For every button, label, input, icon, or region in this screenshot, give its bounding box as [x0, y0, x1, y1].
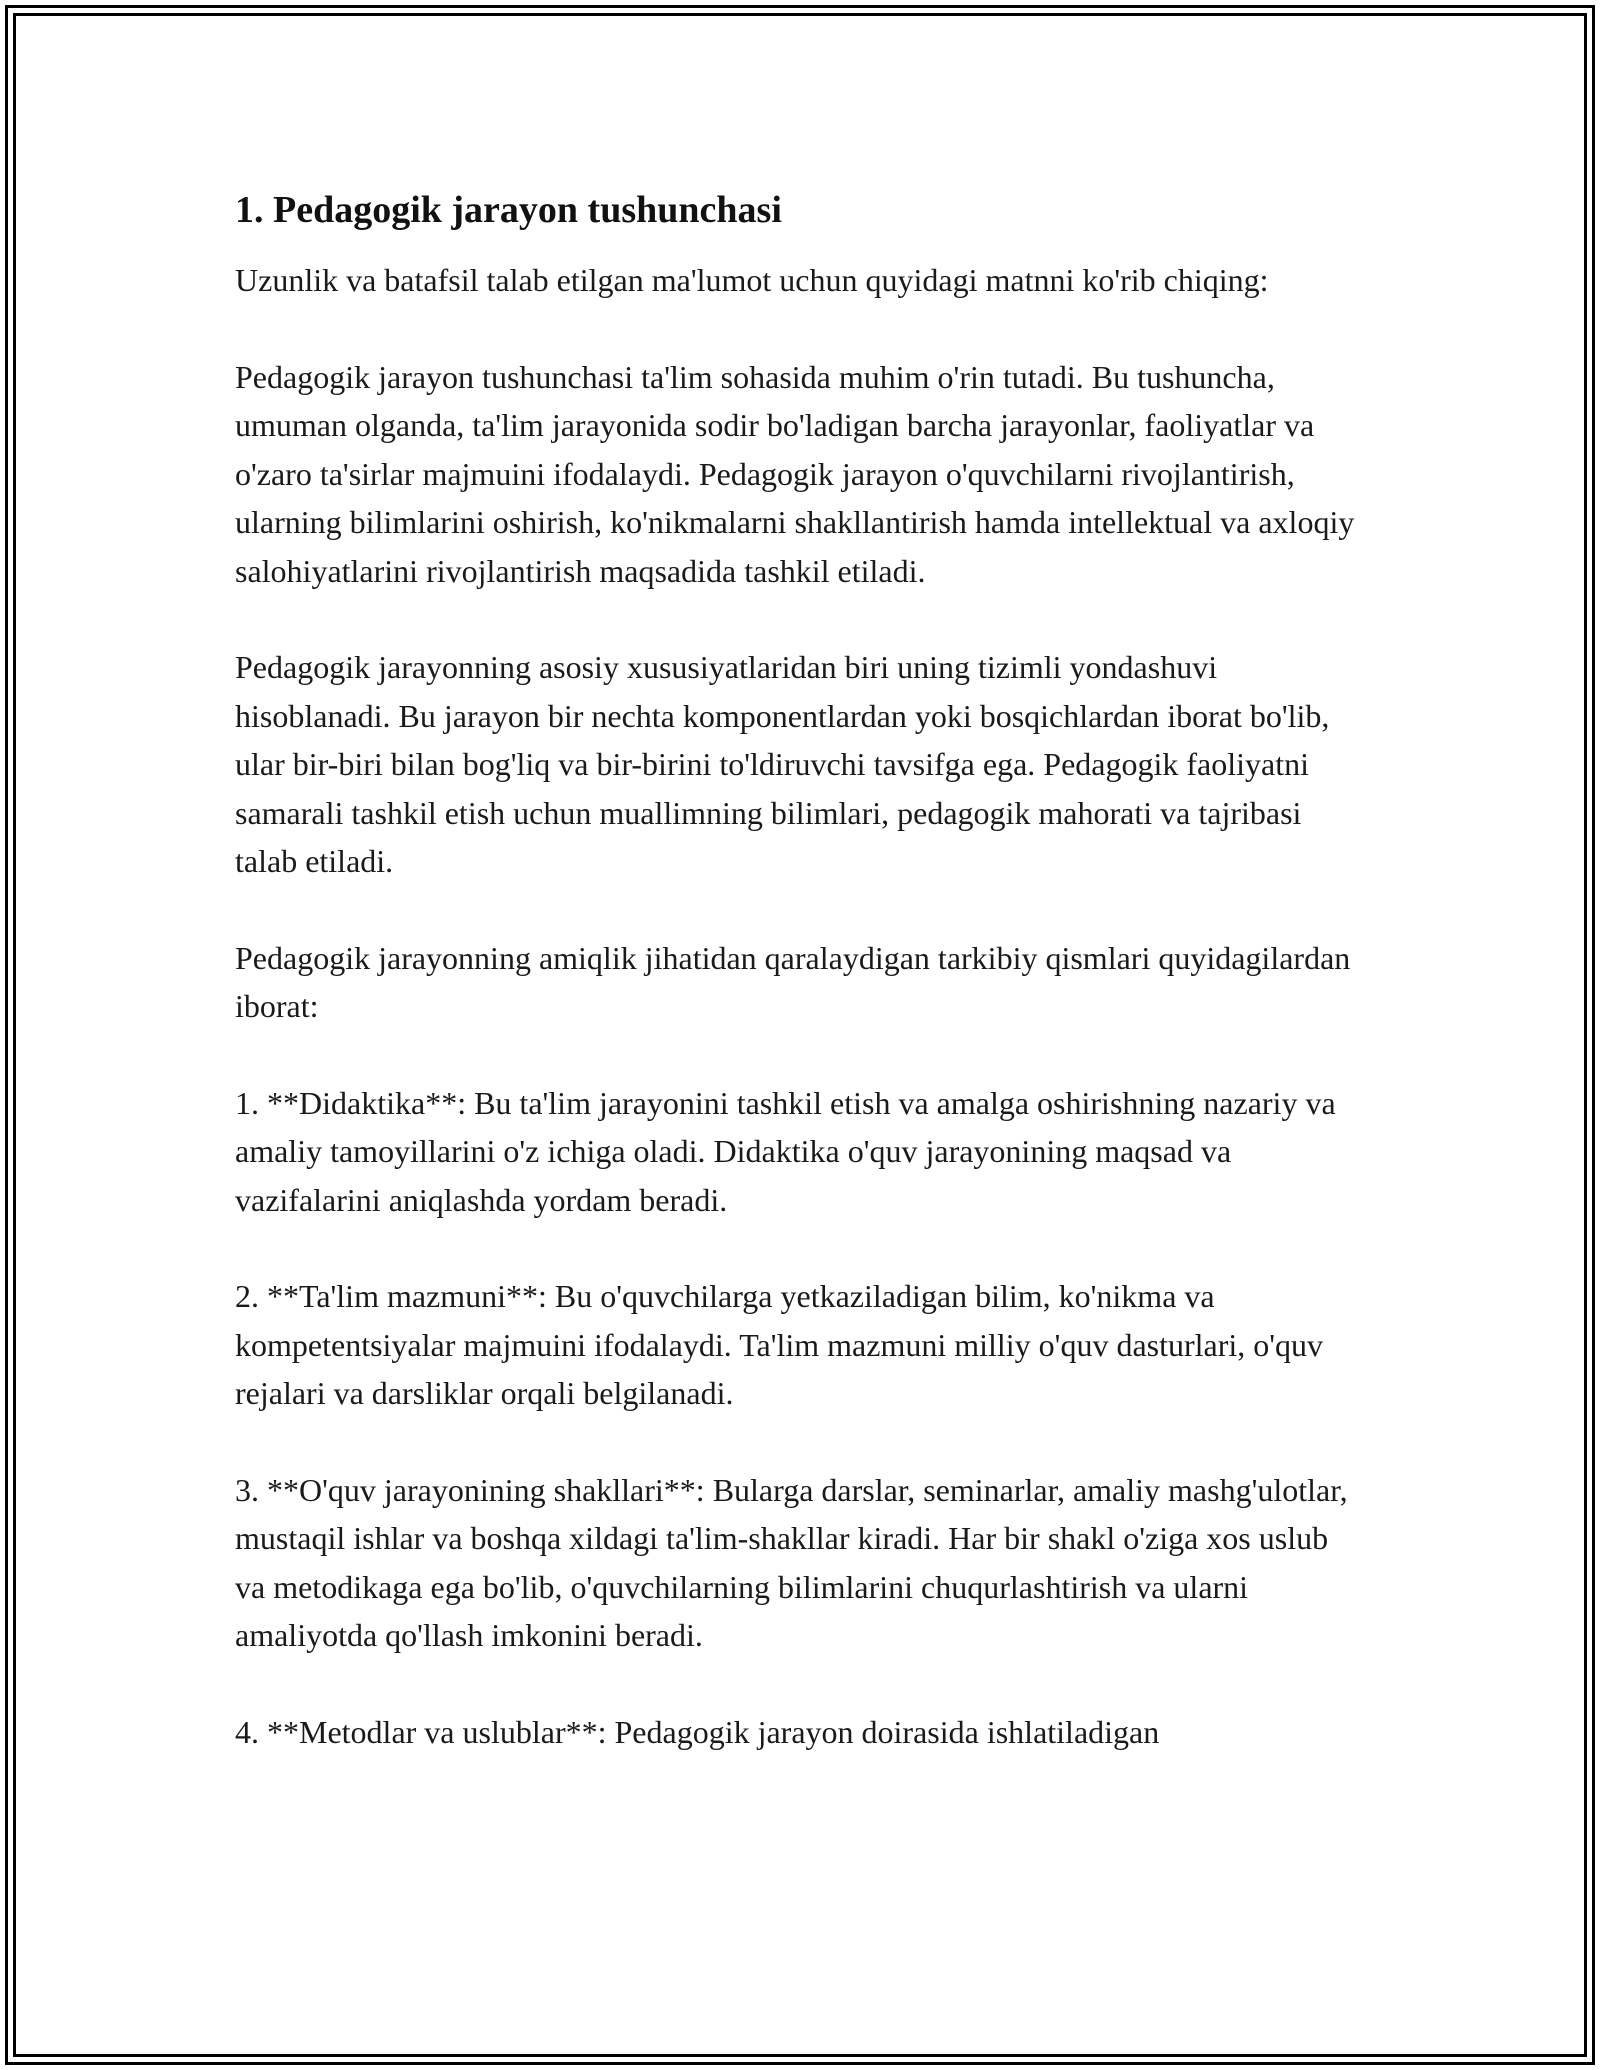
list-item-didaktika: 1. **Didaktika**: Bu ta'lim jarayonini tashkil etish va amalga oshirishning nazariy va amaliy tamoyillarini o'z ichiga oladi. Didaktika o'quv jarayonining maqsad va vazifalarini aniqlashda yordam beradi. [235, 1084, 1336, 1218]
list-item-metodlar: 4. **Metodlar va uslublar**: Pedagogik jarayon doirasida ishlatiladigan [235, 1713, 1160, 1750]
list-item-talim-mazmuni: 2. **Ta'lim mazmuni**: Bu o'quvchilarga yetkaziladigan bilim, ko'nikma va kompetentsiyalar majmuini ifodalaydi. Ta'lim mazmuni milliy o'quv dasturlari, o'quv rejalari va darsliklar orqali belgilanadi. [235, 1278, 1324, 1411]
list-item-oquv-shakllari: 3. **O'quv jarayonining shakllari**: Bularga darslar, seminarlar, amaliy mashg'ulotlar, mustaqil ishlar va boshqa xildagi ta'lim-shakllar kiradi. Har bir shakl o'ziga xos uslub va metodikaga ega bo'lib, o'quvchilarning bilimlarini chuqurlashtirish va ularni amaliyotda qo'llash imkonini beradi. [235, 1471, 1348, 1653]
paragraph-components-intro: Pedagogik jarayonning amiqlik jihatidan qaralaydigan tarkibiy qismlari quyidagilardan iborat: [235, 939, 1351, 1024]
paragraph-definition: Pedagogik jarayon tushunchasi ta'lim sohasida muhim o'rin tutadi. Bu tushuncha, umuman olganda, ta'lim jarayonida sodir bo'ladigan barcha jarayonlar, faoliyatlar va o'zaro ta'sirlar majmuini ifodalaydi. Pedagogik jarayon o'quvchilarni rivojlantirish, ularning bilimlarini oshirish, ko'nikmalarni shakllantirish hamda intellektual va axloqiy salohiyatlarini rivojlantirish maqsadida tashkil etiladi. [235, 358, 1355, 589]
paragraph-intro: Uzunlik va batafsil talab etilgan ma'lumot uchun quyidagi matnni ko'rib chiqing: [235, 262, 1269, 298]
document-body [235, 186, 1365, 1804]
paragraph-features: Pedagogik jarayonning asosiy xususiyatlaridan biri uning tizimli yondashuvi hisoblanadi. Bu jarayon bir nechta komponentlardan yoki bosqichlardan iborat bo'lib, ular bir-biri bilan bog'liq va bir-birini to'ldiruvchi tavsifga ega. Pedagogik faoliyatni samarali tashkil etish uchun muallimning bilimlari, pedagogik mahorati va tajribasi talab etiladi. [235, 649, 1330, 879]
document-title: 1. Pedagogik jarayon tushunchasi [235, 189, 782, 231]
